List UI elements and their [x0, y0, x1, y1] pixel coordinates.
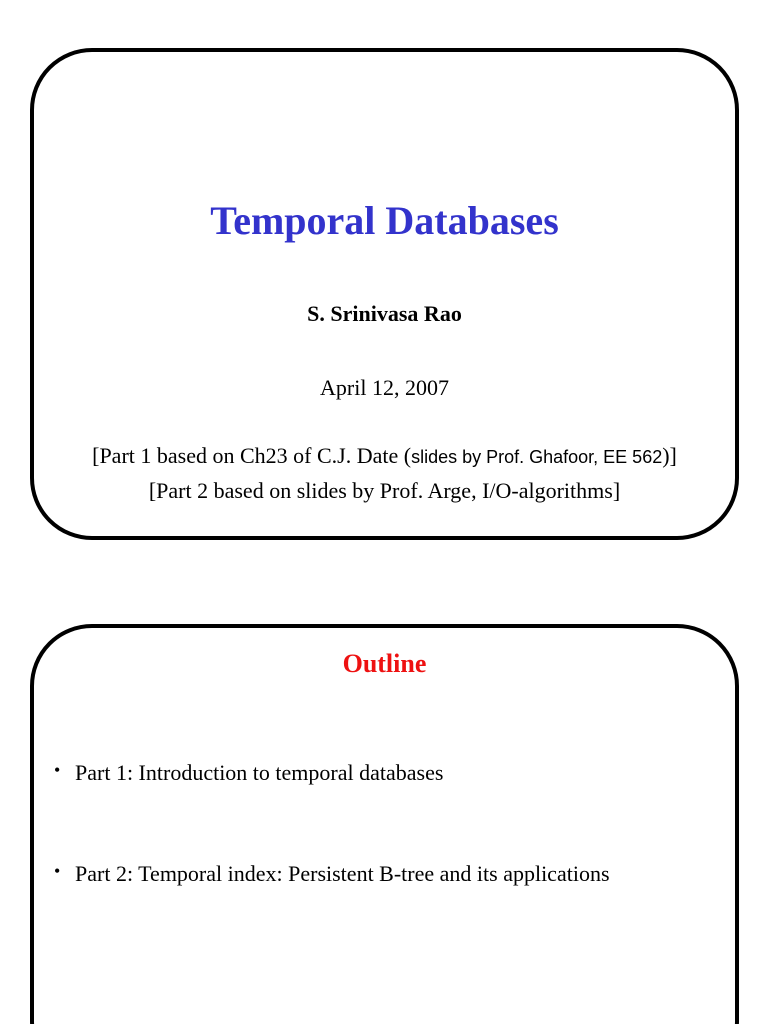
source-note-part1 — [34, 443, 735, 469]
author-name: S. Srinivasa Rao — [307, 301, 462, 326]
presentation-date: April 12, 2007 — [320, 375, 449, 400]
list-item-text: Part 1: Introduction to temporal databases — [75, 760, 444, 785]
title-slide — [30, 48, 739, 540]
bullet-icon: • — [54, 861, 61, 881]
note1-suffix: )] — [662, 443, 677, 468]
slide-title: Temporal Databases — [210, 198, 559, 243]
list-item — [54, 760, 610, 861]
note1-prefix: [Part 1 based on Ch23 of C.J. Date ( — [92, 443, 412, 468]
source-note-part2: [Part 2 based on slides by Prof. Arge, I/O-algorithms] — [148, 478, 621, 503]
bullet-icon: • — [54, 760, 61, 780]
outline-list — [54, 760, 610, 962]
note1-inner: slides by Prof. Ghafoor, EE 562 — [411, 447, 663, 467]
list-item-text: Part 2: Temporal index: Persistent B-tree and its applications — [75, 861, 610, 886]
outline-slide — [30, 624, 739, 1024]
list-item — [54, 861, 610, 962]
outline-title: Outline — [342, 649, 427, 678]
